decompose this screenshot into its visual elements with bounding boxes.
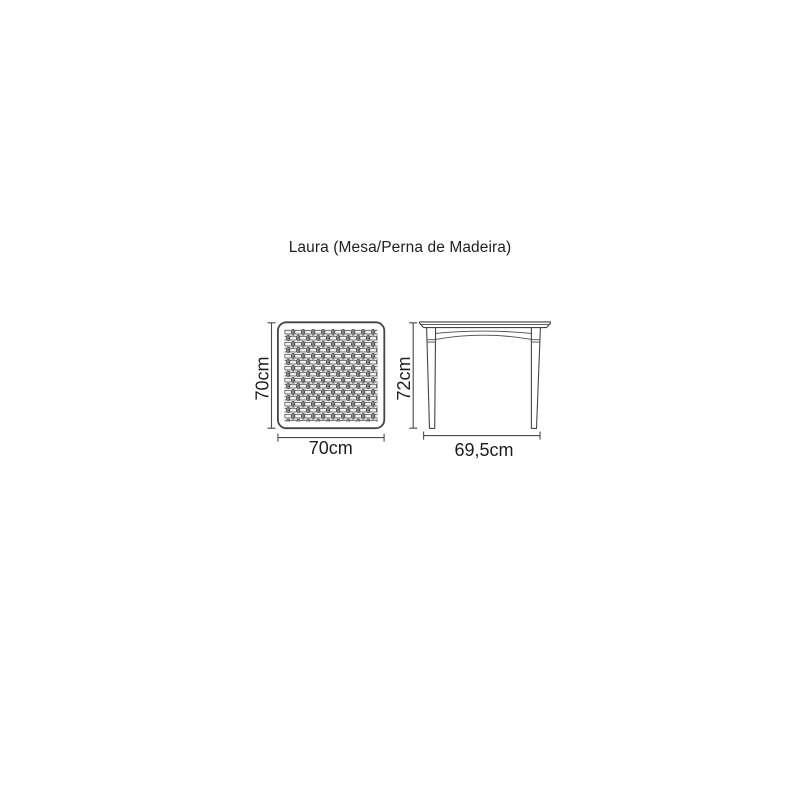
top-view-width-dimension	[278, 434, 384, 458]
side-view-width-label: 69,5cm	[454, 440, 514, 460]
top-view-height-label: 70cm	[252, 356, 273, 401]
page-title: Laura (Mesa/Perna de Madeira)	[288, 239, 512, 256]
weave-texture	[285, 329, 378, 422]
apron-upper-curve	[436, 331, 532, 333]
right-leg	[531, 328, 540, 429]
apron-lower-curve	[436, 335, 532, 339]
side-view-width-dimension	[424, 432, 540, 460]
top-view-width-label: 70cm	[308, 437, 353, 458]
left-leg	[427, 328, 436, 429]
top-view-diagram	[253, 322, 385, 458]
leg-joint-lines	[427, 340, 540, 342]
side-view-height-label: 72cm	[394, 356, 415, 401]
side-view-diagram	[394, 322, 550, 460]
dimension-figure	[240, 300, 580, 470]
side-view-height-dimension	[394, 323, 417, 428]
width-dimension-line	[424, 432, 540, 440]
top-view-height-dimension	[253, 323, 276, 428]
